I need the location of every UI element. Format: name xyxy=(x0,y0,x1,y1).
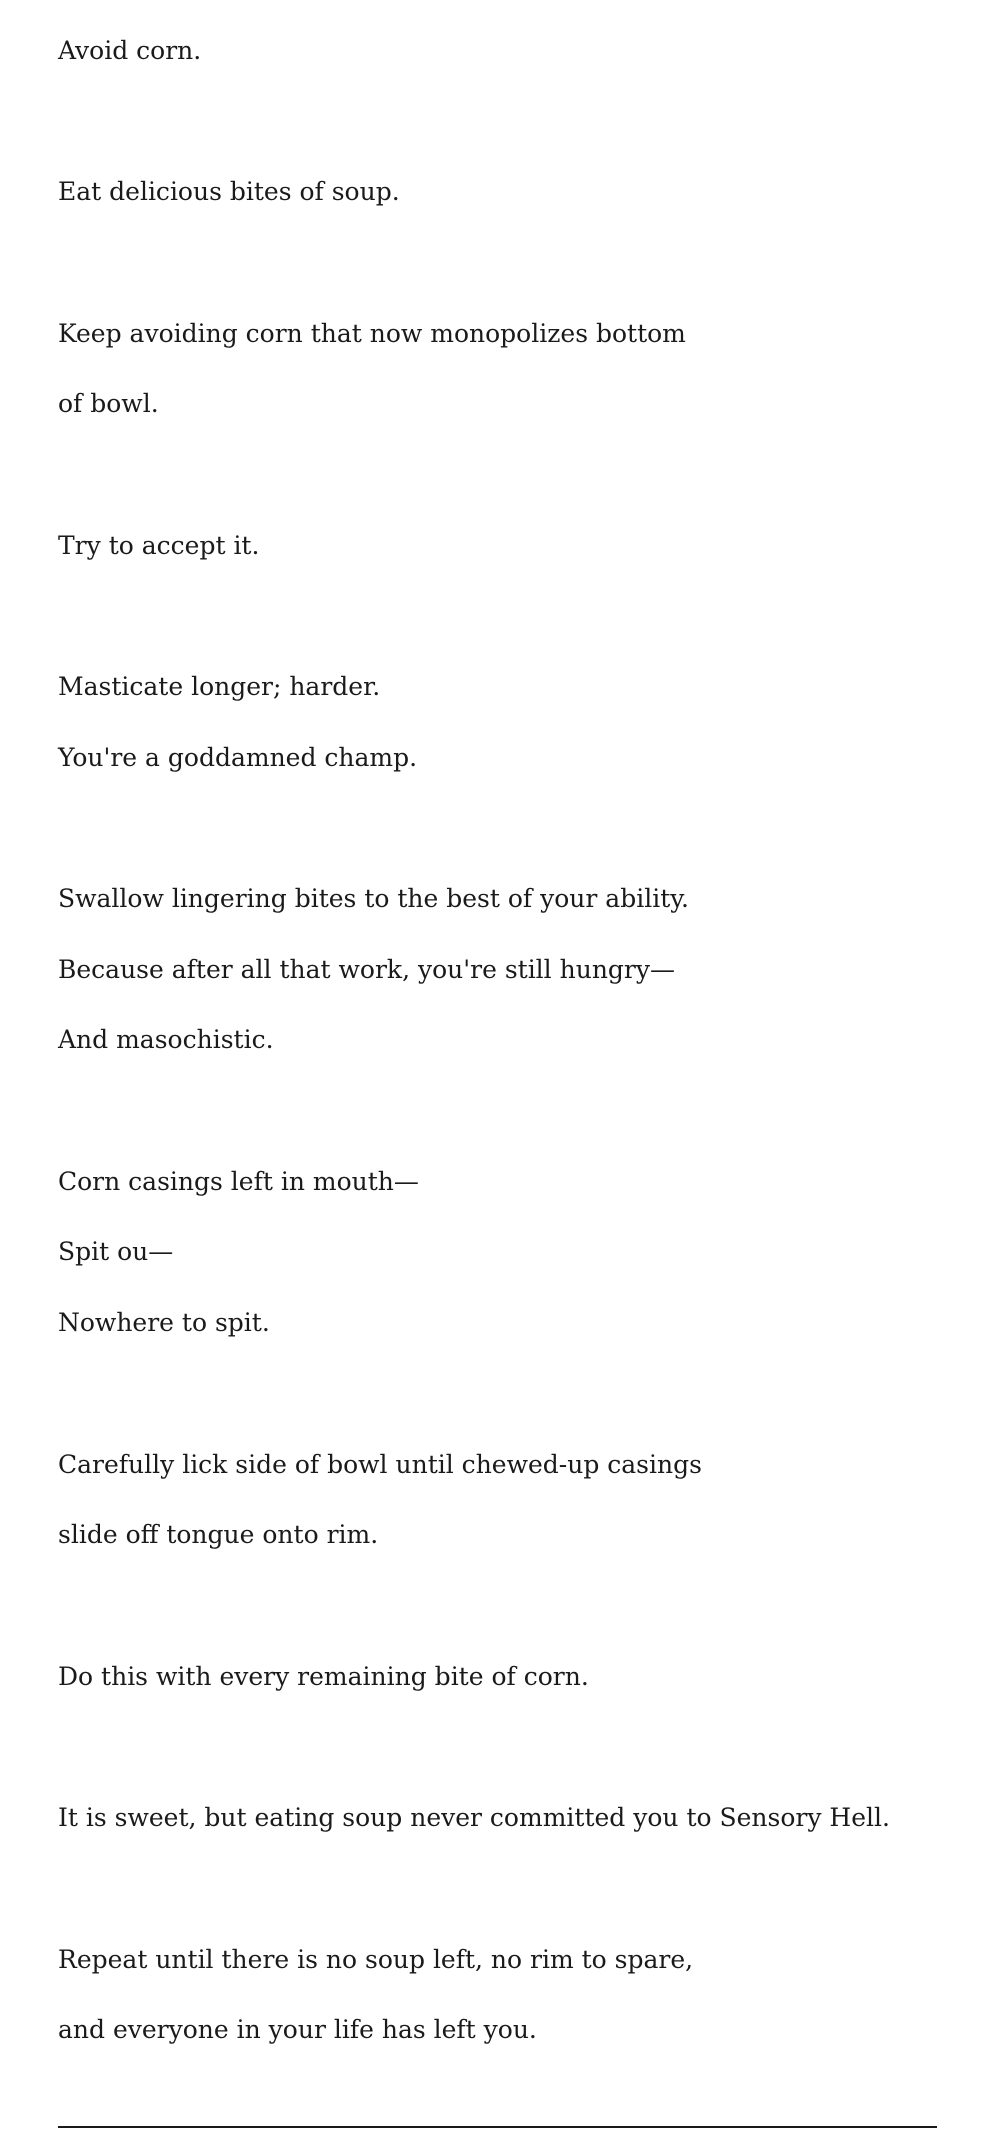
horizontal-divider xyxy=(58,2126,937,2128)
poem-line: And masochistic. xyxy=(58,1025,274,1054)
poem-line: of bowl. xyxy=(58,389,159,418)
poem-line: Eat delicious bites of soup. xyxy=(58,177,400,206)
poem-line: Keep avoiding corn that now monopolizes bottom xyxy=(58,319,686,348)
poem-line: and everyone in your life has left you. xyxy=(58,2015,537,2044)
poem-line: Because after all that work, you're still hungry— xyxy=(58,955,676,984)
poem-line: Do this with every remaining bite of corn. xyxy=(58,1662,589,1691)
poem-line: Swallow lingering bites to the best of your ability. xyxy=(58,884,689,913)
poem-line: Carefully lick side of bowl until chewed-up casings xyxy=(58,1450,702,1479)
poem-line: You're a goddamned champ. xyxy=(58,743,418,772)
poem-line: Try to accept it. xyxy=(58,531,260,560)
poem-line: Corn casings left in mouth— xyxy=(58,1167,419,1196)
poem-line: Repeat until there is no soup left, no rim to spare, xyxy=(58,1945,694,1974)
poem-line: Nowhere to spit. xyxy=(58,1308,270,1337)
poem-line: Masticate longer; harder. xyxy=(58,672,381,701)
poem-line: It is sweet, but eating soup never committed you to Sensory Hell. xyxy=(58,1803,890,1832)
poem-line: slide off tongue onto rim. xyxy=(58,1520,379,1549)
poem-line: Spit ou— xyxy=(58,1237,174,1266)
poem-line: Avoid corn. xyxy=(58,36,202,65)
